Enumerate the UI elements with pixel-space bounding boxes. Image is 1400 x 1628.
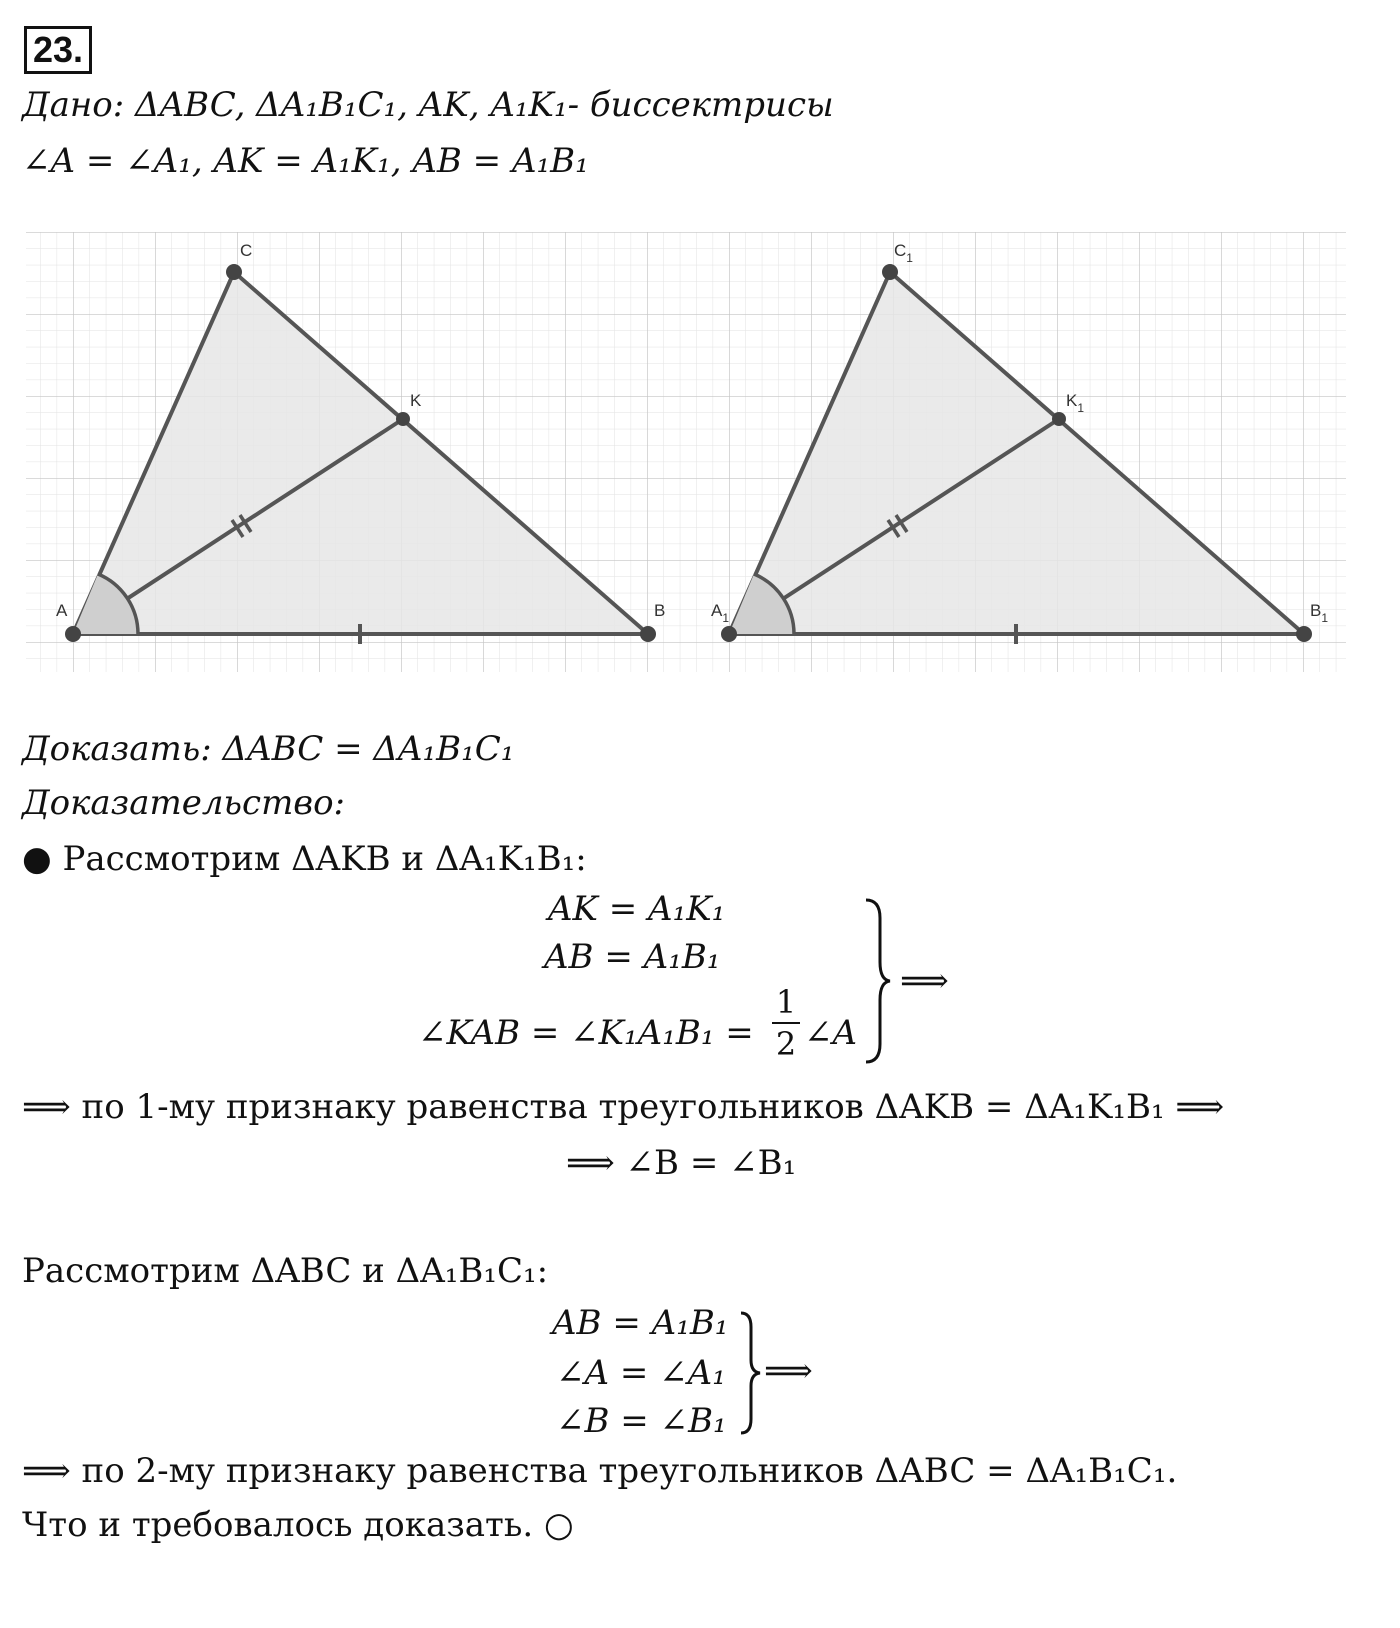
fraction-numerator: 1 bbox=[775, 983, 797, 1021]
prove-label: Доказать bbox=[22, 729, 201, 769]
given-text: : ΔABC, ΔA₁B₁C₁, AK, A₁K₁- биссектрисы bbox=[112, 85, 834, 125]
triangles-figure bbox=[26, 232, 1346, 672]
given-line-1 bbox=[22, 84, 834, 126]
step2-eq2: ∠A = ∠A₁ bbox=[556, 1353, 726, 1393]
label-c: C bbox=[240, 241, 253, 260]
step2-implies: ⟹ bbox=[764, 1351, 813, 1391]
problem-number: 23. bbox=[24, 26, 92, 74]
given-label: Дано bbox=[22, 85, 113, 125]
step1-implies: ⟹ bbox=[900, 961, 949, 1001]
point-b bbox=[640, 626, 656, 642]
fraction-bar bbox=[772, 1022, 800, 1024]
step1-eq2: AB = A₁B₁ bbox=[544, 937, 721, 977]
step2-intro: Рассмотрим ΔABC и ΔA₁B₁C₁: bbox=[22, 1251, 549, 1291]
qed-line: Что и требовалось доказать. ○ bbox=[22, 1505, 574, 1545]
step2-eq1: AB = A₁B₁ bbox=[552, 1303, 729, 1343]
label-c1: $C_1$ bbox=[894, 241, 913, 265]
point-a bbox=[65, 626, 81, 642]
step1-brace bbox=[862, 896, 892, 1066]
label-b1: $B_1$ bbox=[1310, 601, 1329, 625]
label-b: B bbox=[654, 601, 666, 620]
step1-eq1: AK = A₁K₁ bbox=[548, 889, 726, 929]
prove-line bbox=[22, 728, 514, 770]
step2-conclusion: ⟹ по 2-му признаку равенства треугольников ΔABC = ΔA₁B₁C₁. bbox=[22, 1451, 1178, 1491]
step1-result: ⟹ ∠B = ∠B₁ bbox=[566, 1143, 797, 1183]
label-a: A bbox=[56, 601, 68, 620]
step2-brace bbox=[738, 1310, 762, 1436]
point-k bbox=[396, 412, 410, 426]
step2-eq3: ∠B = ∠B₁ bbox=[556, 1401, 727, 1441]
given-line-2: ∠A = ∠A₁, AK = A₁K₁, AB = A₁B₁ bbox=[22, 141, 589, 181]
prove-text: : ΔABC = ΔA₁B₁C₁ bbox=[200, 729, 515, 769]
point-b1 bbox=[1296, 626, 1312, 642]
fraction-half bbox=[772, 984, 800, 1062]
step1-intro: ● Рассмотрим ΔAKB и ΔA₁K₁B₁: bbox=[22, 839, 587, 879]
step1-eq3-right: ∠A bbox=[804, 1013, 858, 1053]
point-a1 bbox=[721, 626, 737, 642]
proof-label: Доказательство: bbox=[22, 783, 346, 823]
step1-eq3 bbox=[418, 1012, 754, 1054]
label-a1: $A_1$ bbox=[711, 601, 730, 625]
label-k1: $K_1$ bbox=[1066, 391, 1085, 415]
fraction-denominator: 2 bbox=[775, 1025, 797, 1063]
point-c1 bbox=[882, 264, 898, 280]
step1-eq3-left: ∠KAB = ∠K₁A₁B₁ = bbox=[418, 1013, 754, 1053]
label-k: K bbox=[410, 391, 422, 410]
step1-conclusion: ⟹ по 1-му признаку равенства треугольников ΔAKB = ΔA₁K₁B₁ ⟹ bbox=[22, 1087, 1225, 1127]
point-k1 bbox=[1052, 412, 1066, 426]
point-c bbox=[226, 264, 242, 280]
